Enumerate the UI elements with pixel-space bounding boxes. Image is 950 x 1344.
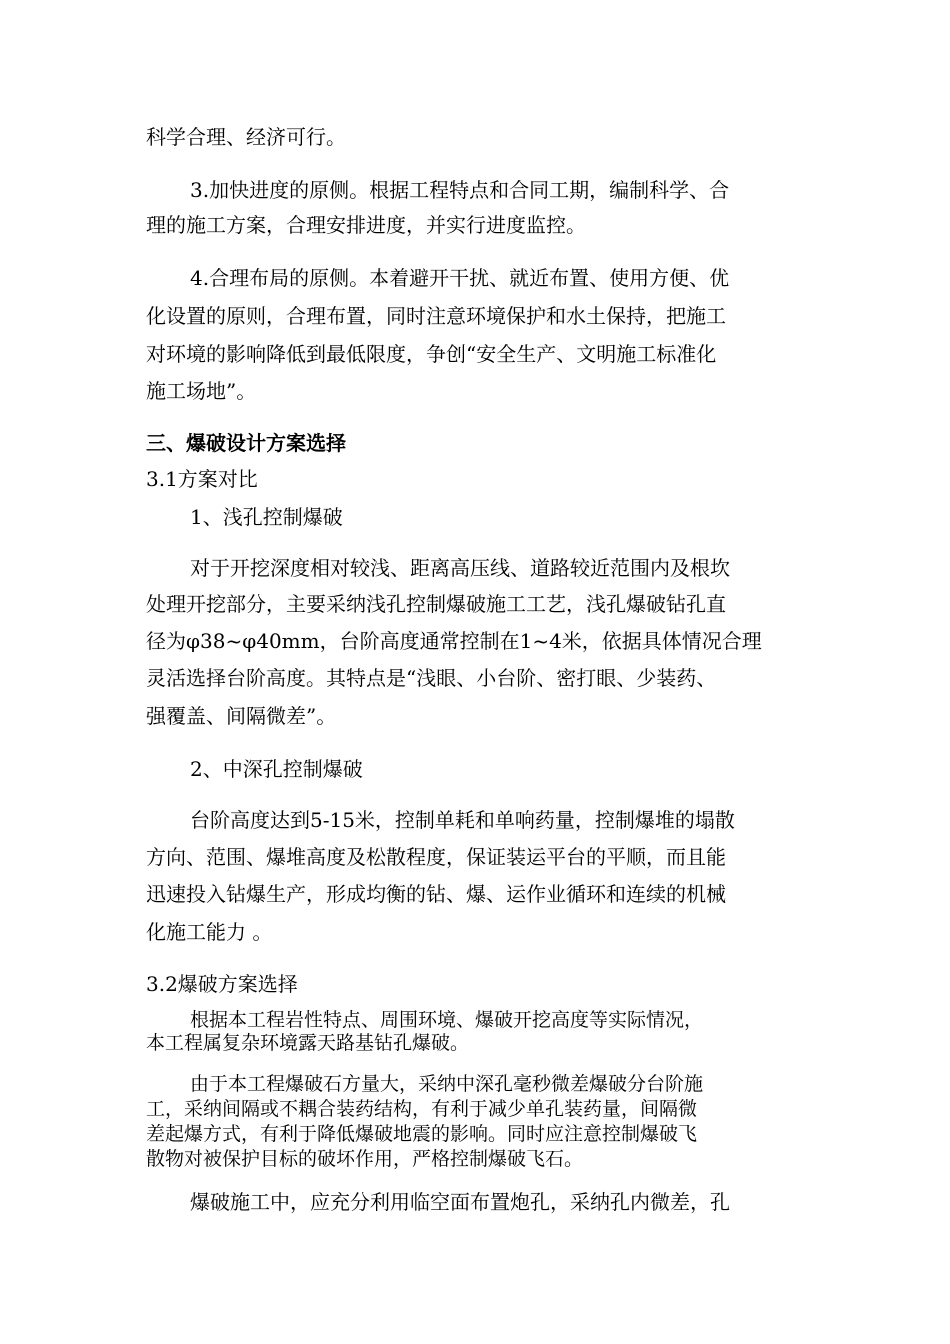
paragraph-line: 理的施工方案，合理安排进度，并实行进度监控。	[146, 213, 586, 237]
paragraph-line: 散物对被保护目标的破坏作用，严格控制爆破飞石。	[146, 1148, 584, 1170]
paragraph-line: 由于本工程爆破石方量大，采纳中深孔毫秒微差爆破分台阶施	[190, 1073, 704, 1095]
section-heading: 三、爆破设计方案选择	[146, 431, 346, 455]
subsection-heading: 3.2爆破方案选择	[146, 972, 298, 996]
paragraph-line: 台阶高度达到5-15米，控制单耗和单响药量，控制爆堆的塌散	[190, 808, 735, 832]
paragraph-line: 化施工能力 。	[146, 920, 273, 944]
paragraph-line: 处理开挖部分，主要采纳浅孔控制爆破施工工艺，浅孔爆破钻孔直	[146, 592, 726, 616]
paragraph-line: 爆破施工中，应充分利用临空面布置炮孔，采纳孔内微差，孔	[190, 1190, 730, 1214]
paragraph-line: 4.合理布局的原侧。本着避开干扰、就近布置、使用方便、优	[190, 266, 730, 290]
paragraph-line: 3.加快进度的原侧。根据工程特点和合同工期，编制科学、合	[190, 178, 730, 202]
paragraph-line: 对于开挖深度相对较浅、距离高压线、道路较近范围内及根坎	[190, 556, 730, 580]
paragraph-line: 科学合理、经济可行。	[146, 125, 346, 149]
subsection-heading: 3.1方案对比	[146, 467, 258, 491]
paragraph-line: 根据本工程岩性特点、周围环境、爆破开挖高度等实际情况，	[190, 1009, 704, 1031]
paragraph-line: 灵活选择台阶高度。其特点是“浅眼、小台阶、密打眼、少装药、	[146, 666, 717, 690]
item-heading: 2、中深孔控制爆破	[190, 757, 363, 781]
item-heading: 1、浅孔控制爆破	[190, 505, 343, 529]
paragraph-line: 强覆盖、间隔微差”。	[146, 704, 337, 728]
paragraph-line: 方向、范围、爆堆高度及松散程度，保证装运平台的平顺，而且能	[146, 845, 726, 869]
paragraph-line: 施工场地”。	[146, 379, 257, 403]
paragraph-line: 化设置的原则，合理布置，同时注意环境保护和水土保持，把施工	[146, 304, 726, 328]
paragraph-line: 径为φ38~φ40mm，台阶高度通常控制在1~4米，依据具体情况合理	[146, 629, 762, 653]
paragraph-line: 工，采纳间隔或不耦合装药结构，有利于减少单孔装药量，间隔微	[146, 1098, 698, 1120]
paragraph-line: 迅速投入钻爆生产，形成均衡的钻、爆、运作业循环和连续的机械	[146, 882, 726, 906]
paragraph-line: 差起爆方式，有利于降低爆破地震的影响。同时应注意控制爆破飞	[146, 1123, 698, 1145]
paragraph-line: 对环境的影响降低到最低限度，争创“安全生产、文明施工标准化	[146, 342, 717, 366]
paragraph-line: 本工程属复杂环境露天路基钻孔爆破。	[146, 1032, 470, 1054]
